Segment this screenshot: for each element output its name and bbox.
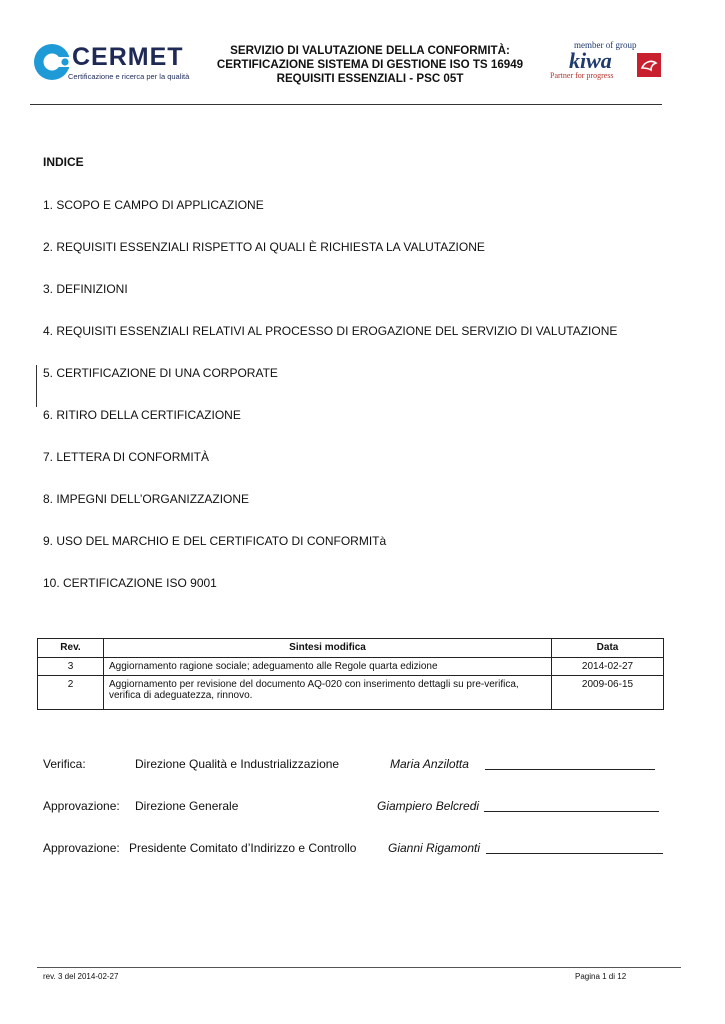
toc-item: 6. RITIRO DELLA CERTIFICAZIONE bbox=[43, 408, 241, 422]
signature-office: Direzione Generale bbox=[135, 799, 239, 813]
table-header-row bbox=[38, 639, 664, 658]
cell-date: 2014-02-27 bbox=[552, 658, 664, 676]
title-line: CERTIFICAZIONE SISTEMA DI GESTIONE ISO TS 16949 bbox=[216, 58, 524, 71]
cell-rev: 3 bbox=[38, 658, 104, 676]
toc-item: 10. CERTIFICAZIONE ISO 9001 bbox=[43, 576, 217, 590]
toc-item: 4. REQUISITI ESSENZIALI RELATIVI AL PROCESSO DI EROGAZIONE DEL SERVIZIO DI VALUTAZIONE bbox=[43, 324, 618, 338]
revision-table bbox=[37, 638, 664, 710]
signature-role: Approvazione: bbox=[43, 799, 120, 813]
cermet-logo-tagline: Certificazione e ricerca per la qualità bbox=[68, 72, 190, 81]
header-divider bbox=[30, 104, 662, 105]
document-title bbox=[190, 44, 550, 86]
index-title: INDICE bbox=[43, 155, 84, 169]
signature-role: Approvazione: bbox=[43, 841, 120, 855]
toc-item: 8. IMPEGNI DELL’ORGANIZZAZIONE bbox=[43, 492, 250, 506]
title-line: SERVIZIO DI VALUTAZIONE DELLA CONFORMITÀ: bbox=[230, 44, 510, 57]
cell-summary: Aggiornamento per revisione del documento AQ-020 con inserimento dettagli su pre-verifica, verifica di adeguatezza, rinnovo. bbox=[104, 676, 552, 710]
signature-office: Presidente Comitato d’Indirizzo e Controllo bbox=[129, 841, 357, 855]
footer-divider bbox=[37, 967, 681, 968]
signature-line bbox=[484, 811, 659, 812]
footer-revision: rev. 3 del 2014-02-27 bbox=[43, 972, 119, 981]
cell-date: 2009-06-15 bbox=[552, 676, 664, 710]
cermet-logo bbox=[32, 42, 190, 84]
cermet-mark-icon bbox=[32, 42, 72, 82]
kiwa-tagline: Partner for progress bbox=[550, 71, 614, 80]
kiwa-logo bbox=[547, 40, 661, 84]
cell-summary: Aggiornamento ragione sociale; adeguamento alle Regole quarta edizione bbox=[104, 658, 552, 676]
toc-item: 1. SCOPO E CAMPO DI APPLICAZIONE bbox=[43, 198, 264, 212]
column-header-rev: Rev. bbox=[38, 639, 104, 658]
signature-line bbox=[486, 853, 663, 854]
cell-rev: 2 bbox=[38, 676, 104, 710]
toc-item: 9. USO DEL MARCHIO E DEL CERTIFICATO DI CONFORMITà bbox=[43, 534, 387, 548]
cermet-logo-wordmark: CERMET bbox=[72, 43, 184, 71]
signature-person: Giampiero Belcredi bbox=[377, 799, 480, 813]
kiwa-wordmark: kiwa bbox=[569, 48, 612, 73]
toc-item: 2. REQUISITI ESSENZIALI RISPETTO AI QUALI È RICHIESTA LA VALUTAZIONE bbox=[43, 240, 485, 254]
toc-item: 3. DEFINIZIONI bbox=[43, 282, 128, 296]
kiwa-bird-icon bbox=[637, 53, 661, 77]
signature-person: Gianni Rigamonti bbox=[388, 841, 481, 855]
signature-role: Verifica: bbox=[43, 757, 86, 771]
document-header bbox=[30, 40, 662, 102]
signature-person: Maria Anzilotta bbox=[390, 757, 469, 771]
footer-page-number: Pagina 1 di 12 bbox=[575, 972, 627, 981]
kiwa-member-text: member of group bbox=[574, 40, 637, 50]
column-header-date: Data bbox=[552, 639, 664, 658]
signature-line bbox=[485, 769, 655, 770]
column-header-summary: Sintesi modifica bbox=[104, 639, 552, 658]
toc-item: 7. LETTERA DI CONFORMITÀ bbox=[43, 450, 210, 464]
table-row bbox=[38, 676, 664, 710]
title-line: REQUISITI ESSENZIALI - PSC 05T bbox=[276, 72, 464, 85]
toc-item: 5. CERTIFICAZIONE DI UNA CORPORATE bbox=[43, 366, 278, 380]
revision-change-bar bbox=[36, 365, 37, 407]
signature-office: Direzione Qualità e Industrializzazione bbox=[135, 757, 340, 771]
table-row bbox=[38, 658, 664, 676]
